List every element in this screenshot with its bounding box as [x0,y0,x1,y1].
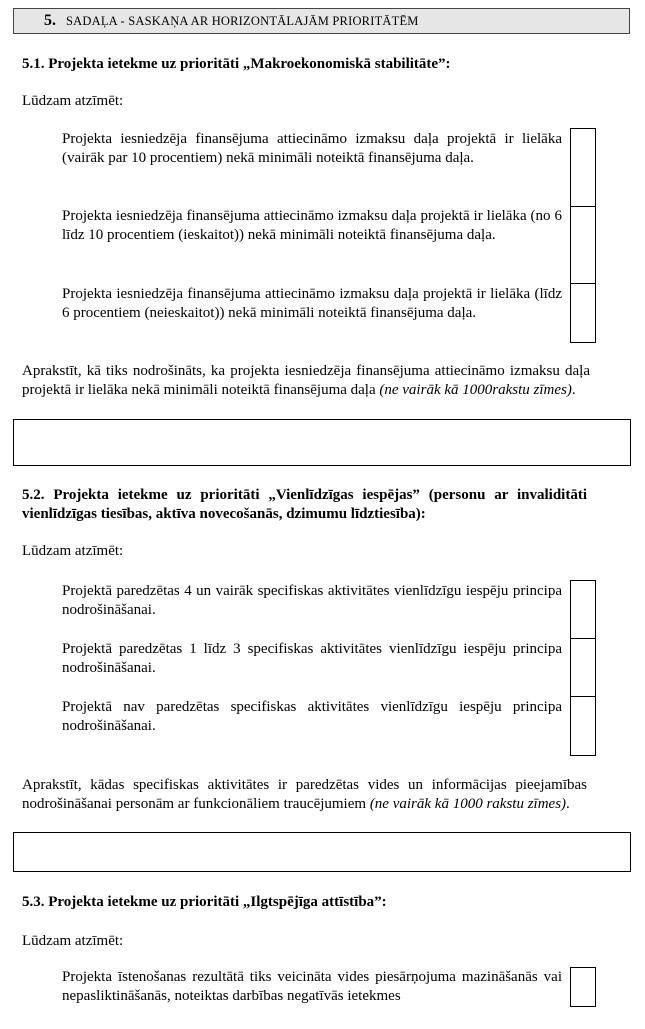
s51-describe-end: . [571,382,576,398]
s52-checkbox-2[interactable] [571,639,595,697]
s52-option-2: Projektā paredzētas 1 līdz 3 specifiskas aktivitātes vienlīdzīgu iespēju principa nodrošināšanai. [62,641,562,676]
s52-checkbox-1[interactable] [571,581,595,639]
s52-description-field[interactable] [13,832,631,872]
s51-describe-note: (ne vairāk kā 1000rakstu zīmes) [379,382,572,398]
s51-prompt: Lūdzam atzīmēt: [22,93,124,109]
s53-checkbox-1[interactable] [571,968,595,1006]
s51-option-3: Projekta iesniedzēja finansējuma attiecināmo izmaksu daļa projektā ir lielāka (līdz 6 procentiem (neieskaitot)) nekā minimāli noteiktā finansējuma daļa. [62,286,562,321]
section-number: 5. [44,12,56,29]
s52-option-1: Projektā paredzētas 4 un vairāk specifiskas aktivitātes vienlīdzīgu iespēju principa nodrošināšanai. [62,583,562,618]
section-header [13,8,630,34]
s52-prompt: Lūdzam atzīmēt: [22,543,124,559]
s53-prompt: Lūdzam atzīmēt: [22,933,124,949]
s53-checkbox-column [570,967,596,1007]
s51-description-field[interactable] [13,419,631,466]
s52-describe-note: (ne vairāk kā 1000 rakstu zīmes) [369,796,567,812]
s52-checkbox-3[interactable] [571,697,595,755]
s51-describe-text: Aprakstīt, kā tiks nodrošināts, ka projekta iesniedzēja finansējuma attiecināmo izmaksu daļa projektā ir lielāka nekā minimāli noteiktā finansējuma daļa [22,363,590,398]
s51-checkbox-column [570,128,596,343]
s51-checkbox-3[interactable] [571,284,595,342]
s51-option-2: Projekta iesniedzēja finansējuma attiecināmo izmaksu daļa projektā ir lielāka (no 6 līdz 10 procentiem (ieskaitot)) nekā minimāli noteiktā finansējuma daļa. [62,208,562,243]
s51-describe-instruction [22,362,590,400]
s52-describe-text: Aprakstīt, kādas specifiskas aktivitātes ir paredzētas vides un informācijas pieejamības nodrošināšanai personām ar funkcionāliem traucējumiem [22,777,587,812]
s51-checkbox-1[interactable] [571,129,595,207]
s52-describe-instruction [22,776,587,814]
section-title: SADAĻA - SASKAŅA AR HORIZONTĀLAJĀM PRIORITĀTĒM [66,13,419,28]
s52-describe-end: . [566,796,570,812]
s51-checkbox-2[interactable] [571,207,595,284]
s52-heading: 5.2. Projekta ietekme uz prioritāti „Vienlīdzīgas iespējas” (personu ar invaliditāti vienlīdzīgas tiesības, aktīva novecošanās, dzimumu līdztiesība): [22,487,587,522]
s52-checkbox-column [570,580,596,756]
s53-option-1: Projekta īstenošanas rezultātā tiks veicināta vides piesārņojuma mazināšanās vai nepasliktināšanās, noteiktas darbības negatīvās ietekmes [62,969,562,1004]
s51-heading: 5.1. Projekta ietekme uz prioritāti „Makroekonomiskā stabilitāte”: [22,56,451,72]
s53-heading: 5.3. Projekta ietekme uz prioritāti „Ilgtspējīga attīstība”: [22,894,387,910]
s51-option-1: Projekta iesniedzēja finansējuma attiecināmo izmaksu daļa projektā ir lielāka (vairāk par 10 procentiem) nekā minimāli noteiktā finansējuma daļa. [62,131,562,166]
s52-option-3: Projektā nav paredzētas specifiskas aktivitātes vienlīdzīgu iespēju principa nodrošināšanai. [62,699,562,734]
